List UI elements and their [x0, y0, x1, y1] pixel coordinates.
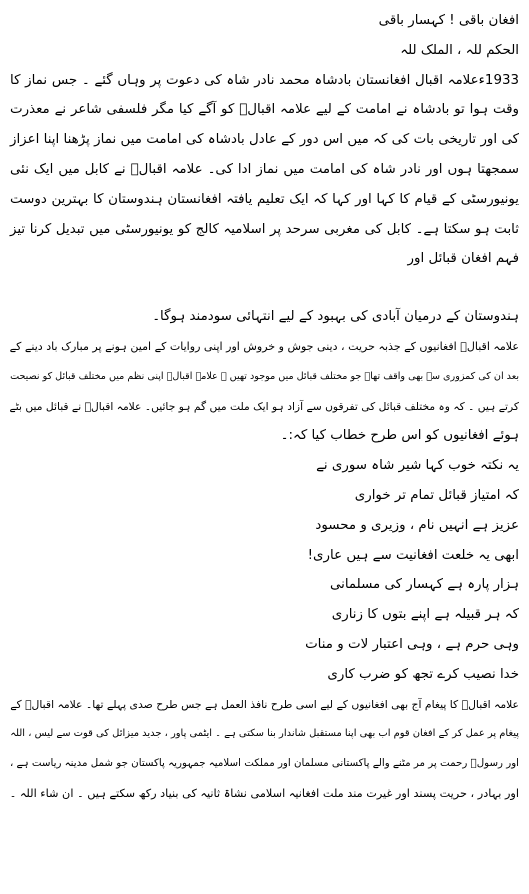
poem-verse: کہ امتیاز قبائل تمام تر خواری	[354, 487, 519, 503]
poem-verse: یہ نکتہ خوب کہا شیر شاہ سوری نے	[316, 458, 519, 474]
paragraph-1: 1933ءعلامہ اقبال افغانستان بادشاہ محمد نادر شاہ کی دعوت پر وہاں گئے ۔ جس نماز کا وقت ہوا تو بادشاہ نے امامت کے لیے علامہ اقبالؒ کو آگے کیا مگر فلسفی شاعر نے معذرت کی اور تاریخی بات کی کہ میں اس دور کے عادل بادشاہ کی امامت میں نماز پڑھنا اپنا اعزاز سمجھتا ہوں اور نادر شاہ کی امامت میں نماز ادا کی۔ علامہ اقبالؒ نے کابل میں ایک نئی یونیورسٹی کے قیام کا کہا اور کہا کہ ایک تعلیم یافتہ افغانستان ہندوستان کا بہترین دوست ثابت ہو سکتا ہے۔ کابل کی مغربی سرحد پر اسلامیہ کالج کو یونیورسٹی میں تبدیل کرنا تیز فہم افغان قبائل اور	[10, 72, 519, 267]
closing-line: علامہ اقبالؒ کا پیغام آج بھی افغانیوں کے لیے اسی طرح نافذ العمل ہے جس طرح صدی پہلے تھا۔ علامہ اقبالؒ کے	[10, 697, 519, 711]
paragraph-2-line: علامہ اقبالؒ افغانیوں کے جذبہ حریت ، دینی جوش و خروش اور اپنی روایات کے امین ہونے پر مبارک باد دینے کے	[9, 339, 519, 353]
poem-verse: خدا نصیب کرے تجھ کو ضرب کاری	[327, 666, 519, 682]
poem-verse: ابھی یہ خلعت افغانیت سے ہیں عاری!	[307, 547, 519, 563]
closing-paragraph	[10, 690, 519, 809]
closing-line: پیغام پر عمل کر کے افغان قوم اب بھی اپنا مستقبل شاندار بنا سکتی ہے ۔ ایٹمی پاور ، جدید میزائل کی قوت سے لیس ، اللہ	[10, 728, 519, 740]
paragraph-2-line: ہوئے افغانیوں کو اس طرح خطاب کیا کہ:۔	[280, 428, 519, 444]
poem-verse: عزیز ہے انہیں نام ، وزیری و محسود	[315, 517, 519, 533]
paragraph-2	[10, 332, 519, 451]
poem-verse: کہ ہر قبیلہ ہے اپنے بتوں کا زناری	[331, 607, 519, 623]
article-title: افغان باقی ! کہسار باقی	[378, 13, 519, 28]
closing-line: اور رسولؐ رحمت پر مر مٹنے والے پاکستانی مسلمان اور مملکت اسلامیہ جمہوریہ پاکستان جو شمل مدینہ ریاست ہے ،	[9, 757, 519, 770]
poem-verse: ہزار پارہ ہے کہسار کی مسلمانی	[329, 577, 519, 593]
poem-verse: وہی حرم ہے ، وہی اعتبار لات و منات	[305, 636, 519, 652]
closing-line: اور بہادر ، حریت پسند اور غیرت مند ملت افغانیہ اسلامی نشاۃ ثانیہ کی بنیاد رکھ سکتے ہیں ۔ ان شاء اللہ ۔	[9, 786, 519, 800]
paragraph-1-continuation: ہندوستان کے درمیان آبادی کی بہبود کے لیے انتہائی سودمند ہوگا۔	[152, 309, 519, 325]
paragraph-2-line: بعد ان کی کمزوری سے بھی واقف تھا۔ جو مختلف قبائل میں موجود تھیں ۔ علامہ اقبالؒ اپنی نظم میں مختلف قبائل کو نصیحت	[10, 370, 519, 382]
paragraph-2-line: کرتے ہیں ۔ کہ وہ مختلف قبائل کی تفرقوں سے آزاد ہو ایک ملت میں گم ہو جائیں۔ علامہ اقبالؒ نے قبائل میں بٹے	[9, 399, 519, 413]
poem	[10, 451, 519, 689]
article-subtitle: الحکم للہ ، الملک للہ	[400, 42, 519, 58]
paragraph-gap	[10, 274, 519, 302]
